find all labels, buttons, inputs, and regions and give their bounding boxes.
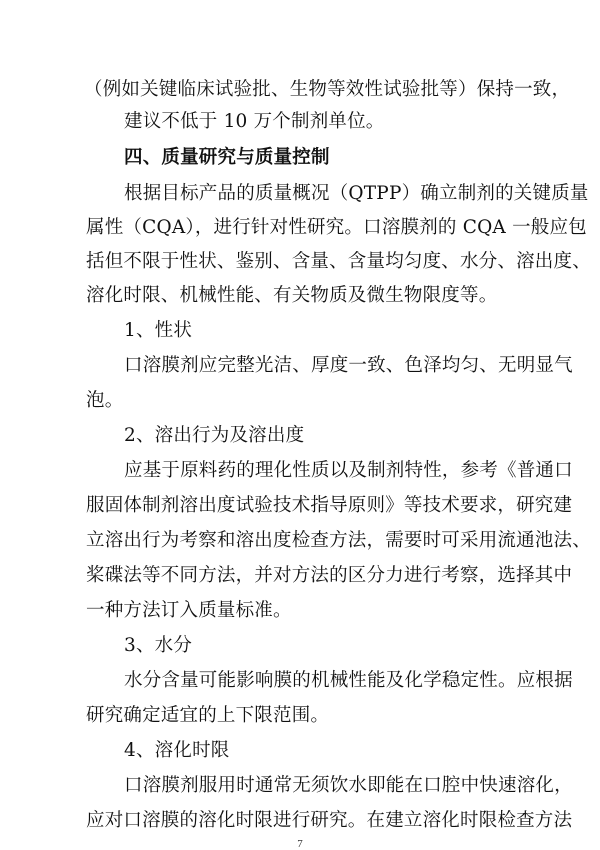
paragraph-line: （例如关键临床试验批、生物等效性试验批等）保持一致， — [84, 79, 571, 100]
subsection-heading: 2、溶出行为及溶出度 — [124, 425, 305, 446]
paragraph-line: 泡。 — [86, 390, 124, 411]
paragraph-line: 应对口溶膜的溶化时限进行研究。在建立溶化时限检查方法 — [86, 810, 573, 831]
paragraph-line: 服固体制剂溶出度试验技术指导原则》等技术要求，研究建 — [86, 495, 573, 516]
paragraph-line: 应基于原料药的理化性质以及制剂特性，参考《普通口 — [124, 460, 573, 481]
paragraph-line: 桨碟法等不同方法，并对方法的区分力进行考察，选择其中 — [86, 565, 573, 586]
subsection-heading: 1、性状 — [124, 320, 193, 341]
paragraph-line: 一种方法订入质量标准。 — [86, 600, 292, 621]
paragraph-line: 建议不低于 10 万个制剂单位。 — [124, 111, 385, 132]
subsection-heading: 4、溶化时限 — [124, 740, 230, 761]
section-heading: 四、质量研究与质量控制 — [124, 147, 330, 168]
subsection-heading: 3、水分 — [124, 635, 193, 656]
page-number: 7 — [297, 838, 303, 850]
paragraph-line: 口溶膜剂服用时通常无须饮水即能在口腔中快速溶化， — [124, 775, 573, 796]
paragraph-line: 研究确定适宜的上下限范围。 — [86, 705, 330, 726]
paragraph-line: 立溶出行为考察和溶出度检查方法，需要时可采用流通池法、 — [86, 530, 591, 551]
paragraph-line: 口溶膜剂应完整光洁、厚度一致、色泽均匀、无明显气 — [124, 355, 573, 376]
paragraph-line: 根据目标产品的质量概况（QTPP）确立制剂的关键质量 — [124, 183, 589, 204]
paragraph-line: 溶化时限、机械性能、有关物质及微生物限度等。 — [86, 285, 498, 306]
paragraph-line: 括但不限于性状、鉴别、含量、含量均匀度、水分、溶出度、 — [86, 251, 591, 272]
paragraph-line: 水分含量可能影响膜的机械性能及化学稳定性。应根据 — [124, 670, 573, 691]
paragraph-line: 属性（CQA），进行针对性研究。口溶膜剂的 CQA 一般应包 — [86, 217, 587, 238]
